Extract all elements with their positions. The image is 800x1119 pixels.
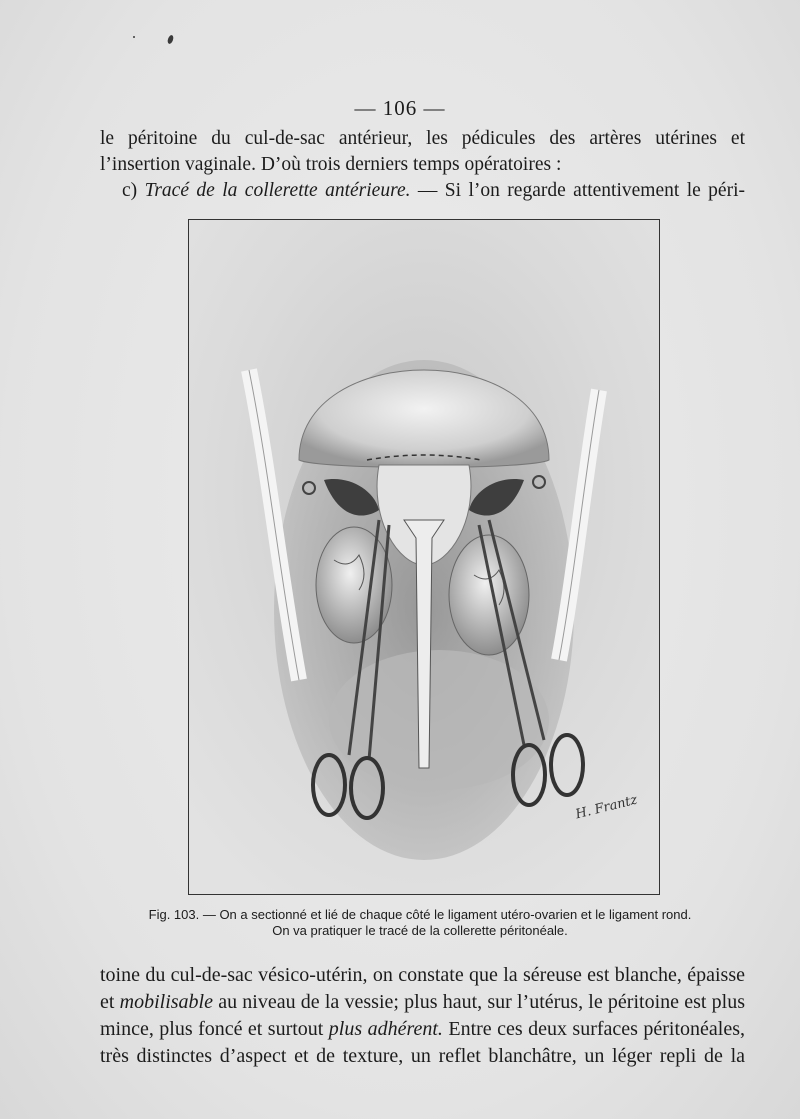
text-line (100, 178, 745, 204)
figure-caption (95, 907, 745, 939)
text-line: l’insertion vaginale. D’où trois derniers temps opératoires : (100, 154, 562, 175)
caption-line: Fig. 103. — On a sectionné et lié de chaque côté le ligament utéro-ovarien et le ligament rond. (148, 907, 692, 922)
list-marker: c) (122, 180, 145, 201)
ink-speck (133, 36, 135, 38)
bottom-paragraph (100, 962, 745, 1070)
text-line (100, 989, 745, 1016)
text-line: très distinctes d’aspect et de texture, un reflet blanchâtre, un léger repli de la (100, 1045, 745, 1067)
top-paragraph (100, 126, 745, 204)
emphasis: mobilisable (119, 991, 213, 1013)
text-line: le péritoine du cul-de-sac antérieur, les pédicules des artères utérines et (100, 128, 745, 149)
ink-speck (167, 34, 175, 44)
section-heading: Tracé de la collerette antérieure. (144, 180, 411, 201)
text-line: toine du cul-de-sac vésico-utérin, on constate que la séreuse est blanche, épaisse (100, 964, 745, 986)
text-run: Entre ces deux surfaces péritonéales, (442, 1018, 745, 1040)
artist-signature: H. Frantz (574, 792, 639, 823)
emphasis: plus adhérent. (328, 1018, 443, 1040)
text-run: et (100, 991, 120, 1013)
surgical-illustration (188, 219, 660, 895)
page-number: — 106 — (354, 96, 446, 120)
caption-line: On va pratiquer le tracé de la collerette péritonéale. (272, 923, 568, 938)
text-run: — Si l’on regarde attentivement le péri- (410, 180, 745, 201)
text-line (100, 1016, 745, 1043)
text-run: au niveau de la vessie; plus haut, sur l’utérus, le péritoine est plus (212, 991, 745, 1013)
illustration-drawing (189, 220, 659, 894)
text-run: mince, plus foncé et surtout (100, 1018, 329, 1040)
